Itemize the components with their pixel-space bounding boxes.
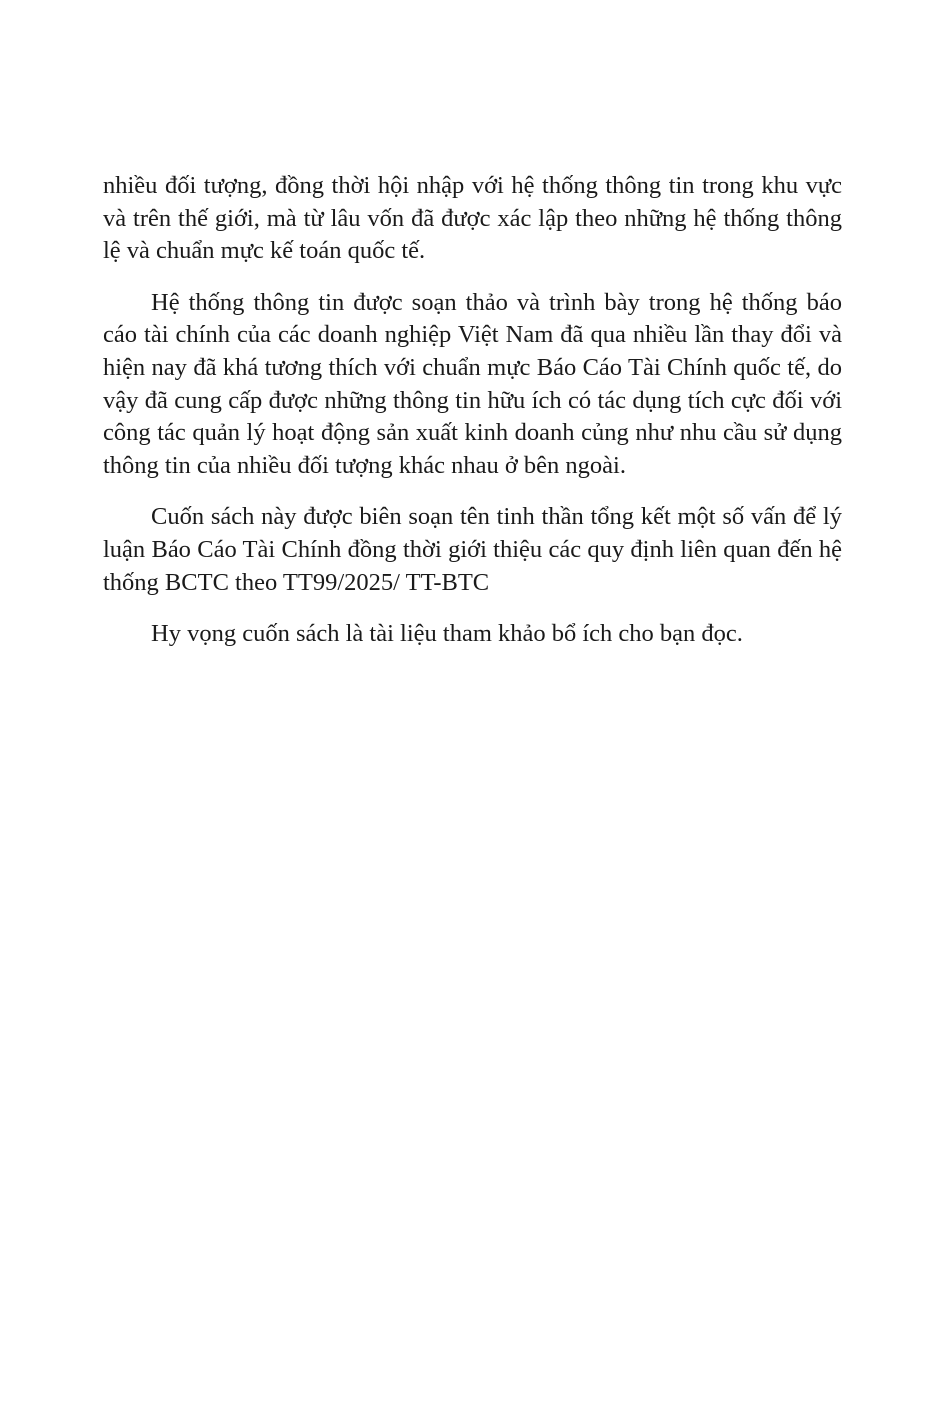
paragraph-closing-wish: Hy vọng cuốn sách là tài liệu tham khảo bổ ích cho bạn đọc. (151, 620, 743, 648)
body-text (103, 170, 842, 670)
paragraph-continuation: nhiều đối tượng, đồng thời hội nhập với hệ thống thông tin trong khu vực và trên thế giới, mà từ lâu vốn đã được xác lập theo những hệ thống thông lệ và chuẩn mực kế toán quốc tế. (103, 172, 842, 265)
paragraph-book-purpose: Cuốn sách này được biên soạn tên tinh thần tổng kết một số vấn để lý luận Báo Cáo Tài Chính đồng thời giới thiệu các quy định liên quan đến hệ thống BCTC theo TT99/2025/ TT-BTC (103, 503, 842, 596)
paragraph-financial-reporting-system: Hệ thống thông tin được soạn thảo và trình bày trong hệ thống báo cáo tài chính của các doanh nghiệp Việt Nam đã qua nhiều lần thay đổi và hiện nay đã khá tương thích với chuẩn mực Báo Cáo Tài Chính quốc tế, do vậy đã cung cấp được những thông tin hữu ích có tác dụng tích cực đối với công tác quản lý hoạt động sản xuất kinh doanh củng như nhu cầu sử dụng thông tin của nhiều đối tượng khác nhau ở bên ngoài. (103, 288, 842, 479)
